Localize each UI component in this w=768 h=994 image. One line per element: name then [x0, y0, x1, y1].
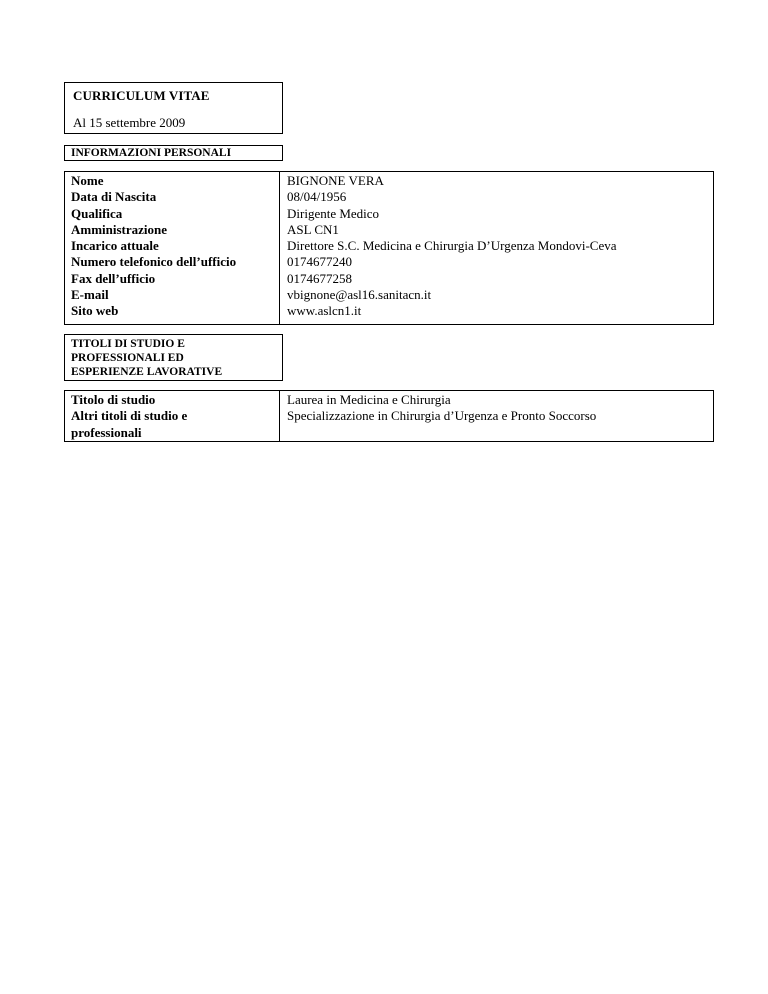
value-titolo-studio: Laurea in Medicina e Chirurgia: [287, 392, 451, 407]
studies-table: [64, 390, 714, 442]
value-email: vbignone@asl16.sanitacn.it: [287, 287, 432, 303]
studies-label-column: [71, 392, 276, 441]
label-amministrazione: Amministrazione: [71, 221, 168, 237]
label-sito-web: Sito web: [71, 303, 119, 319]
studies-heading: [71, 337, 222, 379]
studies-heading-line-1: TITOLI DI STUDIO E: [71, 338, 185, 350]
personal-info-heading-box: [64, 145, 283, 161]
column-divider: [279, 391, 280, 441]
value-incarico: Direttore S.C. Medicina e Chirurgia D’Urgenza Mondovi-Ceva: [287, 238, 617, 254]
cv-title: CURRICULUM VITAE: [73, 88, 210, 103]
studies-heading-line-3: ESPERIENZE LAVORATIVE: [71, 366, 223, 378]
label-titolo-studio: Titolo di studio: [71, 392, 156, 407]
value-nome: BIGNONE VERA: [287, 173, 384, 188]
label-email: E-mail: [71, 287, 109, 303]
label-data-nascita: Data di Nascita: [71, 189, 157, 205]
value-fax: 0174677258: [287, 270, 352, 286]
studies-value-column: [287, 392, 707, 425]
column-divider: [279, 172, 280, 324]
value-telefono: 0174677240: [287, 254, 352, 270]
value-data-nascita: 08/04/1956: [287, 189, 347, 205]
studies-heading-box: [64, 334, 283, 381]
label-telefono: Numero telefonico dell’ufficio: [71, 254, 237, 270]
personal-info-table: [64, 171, 714, 325]
label-altri-titoli: Altri titoli di studio e professionali: [71, 408, 188, 440]
value-sito-web: www.aslcn1.it: [287, 303, 362, 319]
label-incarico: Incarico attuale: [71, 238, 159, 254]
value-qualifica: Dirigente Medico: [287, 205, 380, 221]
label-fax: Fax dell’ufficio: [71, 270, 156, 286]
studies-heading-line-2: PROFESSIONALI ED: [71, 352, 184, 364]
personal-label-column: [71, 173, 276, 320]
value-altri-titoli: Specializzazione in Chirurgia d’Urgenza e Pronto Soccorso: [287, 408, 597, 424]
personal-info-heading: INFORMAZIONI PERSONALI: [71, 147, 232, 159]
label-qualifica: Qualifica: [71, 205, 123, 221]
cv-header-box: [64, 82, 283, 134]
cv-date: Al 15 settembre 2009: [73, 115, 186, 130]
personal-value-column: [287, 173, 707, 320]
value-amministrazione: ASL CN1: [287, 221, 339, 237]
label-nome: Nome: [71, 173, 104, 188]
